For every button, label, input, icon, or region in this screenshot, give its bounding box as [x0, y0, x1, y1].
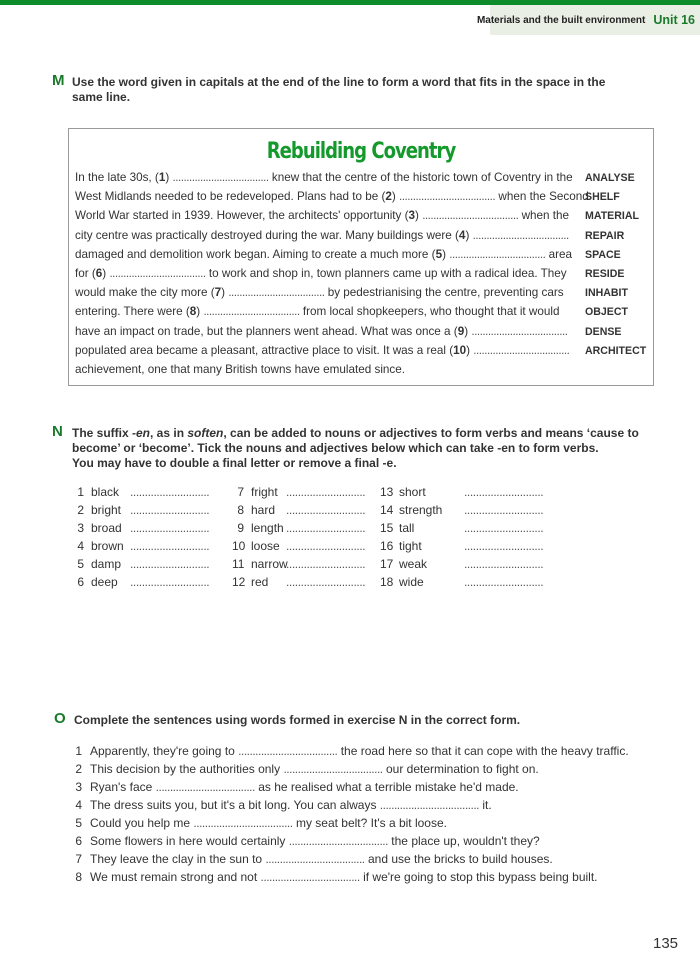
item-number: 17: [380, 557, 394, 571]
running-header: [476, 5, 700, 35]
item-number: 13: [380, 485, 394, 499]
word-item: [380, 485, 544, 501]
sentence-text: We must remain strong and not: [90, 870, 261, 884]
answer-blank: ...................................: [238, 744, 338, 758]
item-word: hard: [251, 503, 276, 517]
sentence-number: 4: [75, 798, 82, 812]
item-word: strength: [399, 503, 443, 517]
sentence-text: They leave the clay in the sun to: [90, 852, 266, 866]
item-word: fright: [251, 485, 278, 499]
word-item: [380, 575, 544, 591]
gap-number: 1: [158, 171, 166, 184]
item-word: damp: [91, 557, 122, 571]
item-word: broad: [91, 521, 122, 535]
sentence-text: if we're going to stop this bypass being built.: [359, 870, 598, 884]
line-text: ): [465, 228, 473, 242]
line-text: to work and shop in, town planners came up with a radical idea. They: [205, 267, 567, 280]
item-word: weak: [399, 557, 428, 571]
item-number: 10: [232, 539, 246, 553]
exercise-o-letter: O: [54, 710, 66, 727]
gap-number: 2: [385, 190, 392, 204]
answer-blank: ...................................: [472, 228, 569, 242]
answer-blank: ...................................: [288, 834, 388, 848]
instr-part: , can be added to nouns or adjectives to form verbs and means ‘cause to: [223, 426, 639, 440]
line-text: ): [415, 209, 423, 223]
sentence-item: [72, 762, 539, 776]
item-number: 18: [380, 575, 394, 589]
passage-line: [75, 171, 573, 184]
sentence-text: Apparently, they're going to: [90, 744, 239, 758]
sentence-number: 8: [75, 870, 82, 884]
line-text: ): [391, 190, 400, 204]
tick-blank: ...........................: [286, 521, 366, 535]
tick-blank: ...........................: [464, 503, 544, 517]
sentence-number: 2: [75, 762, 82, 776]
tick-blank: ...........................: [286, 575, 366, 589]
exercise-o-instruction: Complete the sentences using words formed in exercise N in the correct form.: [74, 713, 521, 727]
tick-blank: ...........................: [464, 557, 544, 571]
line-text: ): [466, 343, 474, 357]
gap-number: 5: [435, 247, 443, 261]
item-word: short: [399, 485, 426, 499]
line-text: would make the city more (: [75, 286, 215, 300]
item-number: 3: [77, 521, 84, 535]
sentence-item: [72, 870, 598, 884]
sentence-item: [72, 780, 519, 794]
gap-number: 7: [214, 286, 222, 300]
word-item: [232, 521, 392, 537]
tick-blank: ...........................: [464, 485, 544, 499]
tick-blank: ...........................: [130, 539, 210, 553]
sentence-text: the road here so that it can cope with the heavy traffic.: [337, 744, 629, 758]
gap-number: 10: [453, 343, 467, 357]
tick-blank: ...........................: [464, 575, 544, 589]
line-text: achievement, one that many British towns have emulated since.: [75, 363, 406, 376]
answer-blank: ...................................: [155, 780, 255, 794]
sentence-item: [72, 744, 629, 758]
line-text: area: [545, 247, 573, 261]
item-word: wide: [399, 575, 424, 589]
sentence-item: [72, 816, 447, 830]
item-word: narrow: [251, 557, 288, 571]
sentence-number: 1: [75, 744, 82, 758]
capital-word: MATERIAL: [585, 210, 639, 223]
tick-blank: ...........................: [130, 521, 210, 535]
line-text: when the Second: [495, 190, 589, 204]
sentence-text: The dress suits you, but it's a bit long. You can always: [90, 798, 380, 812]
item-word: bright: [91, 503, 122, 517]
tick-blank: ...........................: [286, 557, 366, 571]
line-text: West Midlands needed to be redeveloped. Plans had to be (: [75, 190, 386, 204]
passage-title: Rebuilding Coventry: [266, 139, 456, 164]
tick-blank: ...........................: [464, 521, 544, 535]
sentence-text: Could you help me: [90, 816, 194, 830]
item-number: 7: [237, 485, 244, 499]
line-text: ): [221, 286, 229, 300]
tick-blank: ...........................: [130, 575, 210, 589]
item-number: 16: [380, 539, 394, 553]
gap-number: 9: [457, 324, 465, 338]
word-item: [72, 557, 232, 573]
sentence-text: it.: [479, 798, 492, 812]
line-text: In the late 30s, (: [75, 171, 159, 184]
sentence-item: [72, 798, 492, 812]
item-number: 4: [77, 539, 84, 553]
line-text: ): [442, 247, 450, 261]
capital-word: ARCHITECT: [585, 344, 647, 357]
unit-label: Unit 16: [653, 13, 695, 27]
tick-blank: ...........................: [464, 539, 544, 553]
item-number: 5: [77, 557, 84, 571]
sentence-number: 7: [75, 852, 82, 866]
capital-word: INHABIT: [585, 287, 628, 300]
capital-word: ANALYSE: [585, 172, 635, 184]
answer-blank: ...................................: [228, 286, 325, 300]
item-number: 8: [237, 503, 244, 517]
sentence-text: Ryan's face: [90, 780, 156, 794]
item-number: 15: [380, 521, 394, 535]
item-word: length: [251, 521, 284, 535]
answer-blank: ...................................: [399, 190, 496, 204]
item-word: loose: [251, 539, 280, 553]
word-item: [232, 503, 392, 519]
line-text: ): [102, 267, 110, 280]
sentence-text: our determination to fight on.: [382, 762, 539, 776]
line-text: from local shopkeepers, who thought that it would: [299, 305, 560, 319]
sentence-number: 3: [75, 780, 82, 794]
sentence-item: [72, 834, 540, 848]
word-item: [380, 539, 544, 555]
item-number: 6: [77, 575, 84, 589]
passage-line: [75, 363, 405, 376]
page-number: 135: [653, 935, 679, 952]
tick-blank: ...........................: [286, 503, 366, 517]
word-item: [72, 503, 232, 519]
word-item: [380, 557, 544, 573]
answer-blank: ...................................: [473, 343, 570, 357]
word-item: [232, 557, 392, 573]
passage-line: [75, 325, 568, 338]
line-text: damaged and demolition work began. Aiming to create a much more (: [75, 247, 436, 261]
exercise-m-letter: M: [52, 72, 65, 89]
passage-line: [75, 344, 569, 357]
item-number: 2: [77, 503, 84, 517]
tick-blank: ...........................: [286, 485, 366, 499]
exercise-n-instruction-2: become’ or ‘become’. Tick the nouns and adjectives below which can take -en to form verbs.: [72, 441, 599, 455]
gap-number: 6: [95, 267, 103, 280]
answer-blank: ...................................: [449, 247, 546, 261]
exercise-n-letter: N: [52, 423, 63, 440]
item-word: brown: [91, 539, 124, 553]
line-text: ): [196, 305, 204, 319]
item-number: 1: [77, 485, 84, 499]
capital-word: DENSE: [585, 325, 622, 338]
exercise-n-instruction-3: You may have to double a final letter or remove a final -e.: [72, 456, 397, 470]
gap-number: 4: [458, 228, 466, 242]
reading-passage-box: [68, 128, 654, 386]
answer-blank: ...................................: [265, 852, 365, 866]
tick-blank: ...........................: [130, 557, 210, 571]
tick-blank: ...........................: [130, 503, 210, 517]
exercise-m-instruction-2: same line.: [72, 90, 131, 104]
answer-blank: ...................................: [379, 798, 479, 812]
word-item: [72, 521, 232, 537]
answer-blank: ...................................: [283, 762, 383, 776]
word-item: [72, 575, 232, 591]
sentence-number: 5: [75, 816, 82, 830]
line-text: entering. There were (: [75, 305, 190, 319]
line-text: have an impact on trade, but the planners went ahead. What was once a (: [75, 324, 458, 338]
passage-line: [75, 305, 559, 318]
word-item: [232, 485, 392, 501]
word-item: [232, 575, 392, 591]
passage-line: [75, 267, 567, 280]
answer-blank: ...................................: [471, 324, 568, 338]
gap-number: 3: [408, 209, 416, 223]
passage-line: [75, 286, 564, 299]
item-word: tight: [399, 539, 422, 553]
instr-part: soften: [187, 426, 224, 440]
passage-line: [75, 209, 569, 222]
gap-number: 8: [189, 305, 197, 319]
capital-word: OBJECT: [585, 306, 628, 319]
sentence-text: Some flowers in here would certainly: [90, 834, 289, 848]
passage-line: [75, 229, 569, 242]
exercise-m-instruction-1: Use the word given in capitals at the end of the line to form a word that fits in the space in the: [72, 75, 606, 89]
sentence-text: and use the bricks to build houses.: [364, 852, 553, 866]
line-text: for (: [75, 267, 96, 280]
sentence-text: as he realised what a terrible mistake he'd made.: [254, 780, 519, 794]
item-word: tall: [399, 521, 415, 535]
sentence-text: This decision by the authorities only: [90, 762, 284, 776]
line-text: knew that the centre of the historic town of Coventry in the: [268, 171, 573, 184]
answer-blank: ...................................: [193, 816, 293, 830]
instr-part: , as in: [150, 426, 188, 440]
line-text: World War started in 1939. However, the architects' opportunity (: [75, 209, 409, 223]
line-text: city centre was practically destroyed during the war. Many buildings were (: [75, 228, 459, 242]
line-text: by pedestrianising the centre, preventing cars: [324, 286, 564, 300]
item-number: 11: [232, 557, 245, 571]
sentence-number: 6: [75, 834, 82, 848]
answer-blank: ...................................: [172, 171, 269, 184]
instr-part: The suffix: [72, 426, 133, 440]
passage-line: [75, 248, 572, 261]
exercise-n-instruction-1: [72, 426, 639, 441]
tick-blank: ...........................: [286, 539, 366, 553]
passage-line: [75, 190, 589, 203]
line-text: ): [165, 171, 173, 184]
item-number: 14: [380, 503, 394, 517]
instr-part: -en: [132, 426, 151, 440]
line-text: ): [464, 324, 472, 338]
sentence-item: [72, 852, 553, 866]
sentence-text: the place up, wouldn't they?: [387, 834, 540, 848]
capital-word: SHELF: [585, 191, 620, 204]
item-number: 9: [237, 521, 244, 535]
item-word: deep: [91, 575, 118, 589]
capital-word: RESIDE: [585, 268, 625, 280]
word-item: [232, 539, 392, 555]
tick-blank: ...........................: [130, 485, 210, 499]
word-item: [380, 521, 544, 537]
item-word: red: [251, 575, 269, 589]
word-item: [72, 485, 232, 501]
line-text: populated area became a pleasant, attractive place to visit. It was a real (: [75, 343, 454, 357]
line-text: when the: [518, 209, 570, 223]
answer-blank: ...................................: [260, 870, 360, 884]
item-word: black: [91, 485, 120, 499]
sentence-text: my seat belt? It's a bit loose.: [292, 816, 447, 830]
capital-word: REPAIR: [585, 229, 625, 242]
answer-blank: ...................................: [203, 305, 300, 319]
capital-word: SPACE: [585, 248, 621, 261]
word-item: [72, 539, 232, 555]
section-title: Materials and the built environment: [476, 14, 646, 26]
word-item: [380, 503, 544, 519]
answer-blank: ...................................: [109, 267, 206, 280]
item-number: 12: [232, 575, 246, 589]
answer-blank: ...................................: [422, 209, 519, 223]
